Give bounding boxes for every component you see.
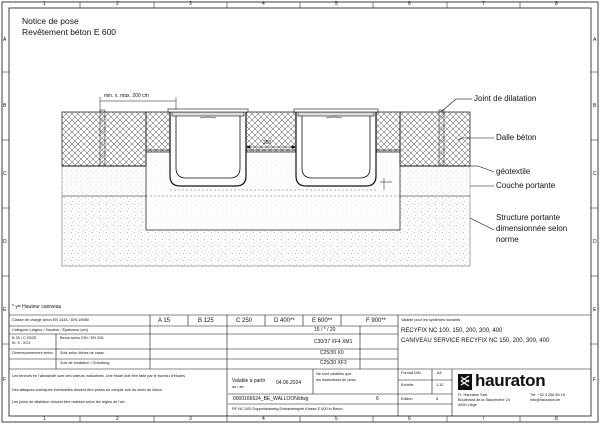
class-c250: C 250	[236, 318, 253, 324]
col-label-1b: 1	[43, 416, 46, 422]
label-structure-l1: Structure portante	[496, 213, 561, 222]
col-label-6: 6	[408, 1, 411, 7]
col-label-8: 8	[555, 1, 558, 7]
format-label: Format DIN	[401, 371, 421, 375]
address-line-3: 4000 Liège	[458, 403, 477, 407]
col-label-3b: 3	[189, 416, 192, 422]
row2-value: 15 / * / 20	[314, 327, 336, 333]
class-a15: A 15	[158, 318, 171, 324]
row-label-d: D	[3, 239, 7, 245]
row4c: C25/30 X0	[320, 350, 344, 356]
row3b: Beton selon DIN / EN 206	[60, 336, 104, 340]
scale-label: Echelle	[401, 383, 414, 387]
label-couche-portante: Couche portante	[496, 181, 556, 190]
scale-value: 1:10	[436, 383, 444, 387]
page-title-line2: Revêtement béton E 600	[22, 27, 117, 37]
brand-logo-text: hauraton	[475, 371, 546, 390]
row5b: Sols de fondation / Gründung	[60, 361, 110, 365]
row3c: C30/37 XF4 XM1	[314, 339, 353, 345]
row3a-small: Kl. 5 - XC4	[12, 341, 31, 345]
row3a: B 25 / C 20/25	[12, 336, 37, 340]
col-label-1: 1	[43, 1, 46, 7]
col-label-7: 7	[482, 1, 485, 7]
col-label-4b: 4	[262, 416, 265, 422]
row-label-a-r: A	[593, 37, 597, 43]
row-label-f-r: F	[593, 377, 597, 383]
notice-text-1: Ne sont valables que	[316, 372, 352, 376]
doc-description: RF-NC-000 Doppelabzweig Einbaubeispiel Klasse E 600 in Beton	[232, 407, 343, 411]
format-value: A4	[437, 371, 442, 375]
channel-left	[168, 109, 248, 186]
col-label-7b: 7	[482, 416, 485, 422]
col-label-6b: 6	[408, 416, 411, 422]
expansion-joint-right	[439, 110, 444, 166]
col-label-2b: 2	[116, 416, 119, 422]
dimension-min-x-label: min. x, max. 200 cm	[104, 93, 149, 99]
edition-value: 8	[436, 397, 439, 401]
row-label-f: F	[3, 377, 7, 383]
cross-section	[62, 97, 494, 266]
edition-label: Edition	[401, 397, 413, 401]
doc-page: 6	[376, 396, 379, 402]
remark-3: Les joints de dilatation doivent être réalisés selon les règles de l’art.	[12, 400, 126, 404]
row-label-e-r: E	[593, 307, 597, 313]
system-2: CANIVEAU SERVICE RECYFIX NC 150, 200, 300, 400	[401, 338, 550, 344]
hauraton-logo-icon	[458, 374, 472, 390]
footnote: * y= Hauteur caniveau	[12, 304, 62, 310]
class-f900: F 900**	[366, 318, 387, 324]
valid-for-label: Valable pour les systèmes suivants :	[401, 318, 463, 322]
row-label-c-r: C	[593, 171, 597, 177]
contact-phone: Tél. +32 4 256 55 16	[530, 393, 565, 397]
system-1: RECYFIX NC 100, 150, 200, 300, 400	[401, 328, 503, 334]
notice-text-2: les instructions de pose.	[316, 378, 357, 382]
class-d400: D 400**	[274, 318, 295, 324]
address-line-2: Boulevard de la Sauvenière 24	[458, 398, 510, 402]
slab-middle	[246, 112, 296, 152]
contact-email: info@hauraton.be	[530, 398, 561, 402]
label-structure-l2: dimensionnée selon	[496, 224, 568, 233]
row5c: C25/30 XF3	[320, 360, 347, 366]
dimension-250-label: 250	[263, 140, 272, 146]
remark-1: Les teneurs en l’abrasivité sont des valeurs indicatives. Une étude doit être faite par le bureau d’études	[12, 374, 186, 378]
valid-from-label: Valable à partir	[232, 378, 266, 384]
channel-right	[294, 109, 378, 186]
row-label-b-r: B	[593, 103, 597, 109]
row-label-e: E	[3, 307, 7, 313]
row4b: Sols selon fiches de carac.	[60, 351, 106, 355]
class-e600: E 600**	[312, 318, 333, 324]
col-label-8b: 8	[555, 416, 558, 422]
label-geotextile: géotextile	[496, 167, 531, 176]
remark-2: Des attaques chimiques éventuelles doivent être prises en compte lors du choix du béton.	[12, 388, 163, 392]
page-title-line1: Notice de pose	[22, 16, 79, 26]
address-line-1: Fr. Hauraton Sarl	[458, 393, 487, 397]
label-dalle-beton: Dalle béton	[496, 133, 537, 142]
valid-from-date: 04.06.2024	[276, 380, 302, 386]
col-label-2: 2	[116, 1, 119, 7]
col-label-3: 3	[189, 1, 192, 7]
label-joint-dilatation: Joint de dilatation	[474, 94, 537, 103]
row4a: Dimensionnement selon	[12, 351, 53, 355]
norm-label: Classe de charge selon EN 1433 / DIN 19580	[12, 318, 89, 322]
class-b125: B 125	[198, 318, 214, 324]
doc-number: 0000166624_BE_WALLOON/dwg	[233, 396, 309, 402]
row-label-a: A	[3, 37, 7, 43]
row2-label: Catégorie Largeur / Hauteur / Épaisseur (cm)	[12, 328, 88, 332]
col-label-4: 4	[262, 1, 265, 7]
row-label-c: C	[3, 171, 7, 177]
label-structure-l3: norme	[496, 235, 519, 244]
valid-from-sub: de / ab	[232, 385, 244, 389]
row-label-b: B	[3, 103, 7, 109]
col-label-5: 5	[335, 1, 338, 7]
row-label-d-r: D	[593, 239, 597, 245]
col-label-5b: 5	[335, 416, 338, 422]
expansion-joint-left	[100, 110, 105, 166]
